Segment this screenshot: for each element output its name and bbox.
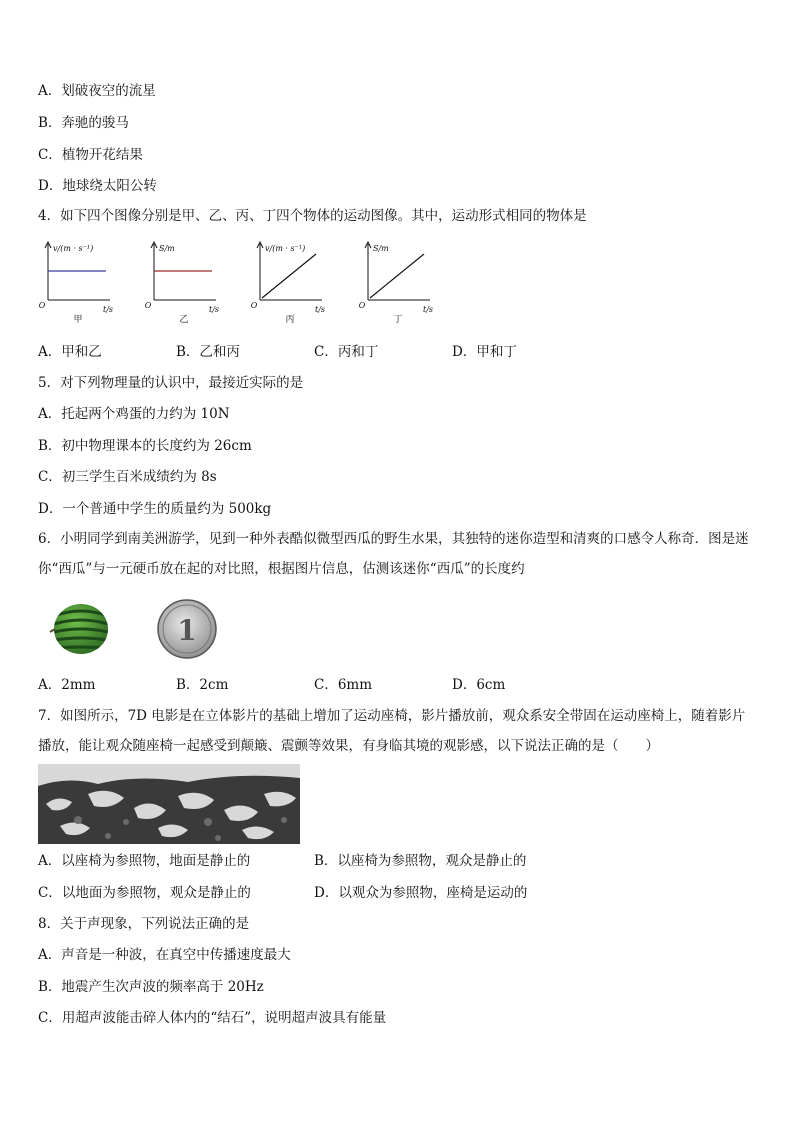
q6-option-a: A．2mm — [38, 677, 96, 693]
graph-caption: 甲 — [73, 315, 83, 325]
x-axis-label: t/s — [422, 305, 434, 314]
origin-label: O — [144, 301, 152, 310]
origin-label: O — [358, 301, 366, 310]
y-axis-label: v/(m · s⁻¹) — [265, 244, 306, 253]
q7-option-b: B．以座椅为参照物，观众是静止的 — [314, 853, 527, 869]
x-axis-label: t/s — [208, 305, 220, 314]
y-axis-label: S/m — [159, 244, 175, 253]
q3-option-d: D．地球绕太阳公转 — [38, 178, 157, 194]
coin-digit: 1 — [177, 614, 197, 647]
y-axis-label: v/(m · s⁻¹) — [53, 244, 94, 253]
q7-stem: 7．如图所示，7D 电影是在立体影片的基础上增加了运动座椅，影片播放前，观众系安全带固在运动座椅上，随着影片播放，能让观众随座椅一起感受到颠簸、震颤等效果，有身临其境的观影感，以下说法正确的是（ ） — [38, 708, 746, 754]
q4-option-b: B．乙和丙 — [176, 344, 240, 360]
q7-option-a: A．以座椅为参照物，地面是静止的 — [38, 853, 251, 869]
x-axis-label: t/s — [314, 305, 326, 314]
x-axis-label: t/s — [102, 305, 114, 314]
motion-graph-2 — [142, 238, 232, 328]
q3-option-a: A．划破夜空的流星 — [38, 83, 156, 99]
q4-option-c: C．丙和丁 — [314, 344, 379, 360]
q4-option-d: D．甲和丁 — [452, 344, 517, 360]
q6-option-d: D．6cm — [452, 677, 506, 693]
7d-cinema-photo — [38, 764, 300, 844]
q6-stem: 6．小明同学到南美洲游学，见到一种外表酷似微型西瓜的野生水果，其独特的迷你造型和清爽的口感令人称奇．图是迷你“西瓜”与一元硬币放在起的对比照，根据图片信息，估测该迷你“西瓜”的长度约 — [38, 531, 749, 577]
q3-option-b: B．奔驰的骏马 — [38, 115, 129, 131]
q7-option-d: D．以观众为参照物，座椅是运动的 — [314, 885, 528, 901]
plot-line — [370, 254, 424, 298]
graph-caption: 丙 — [285, 315, 295, 325]
q8-stem: 8．关于声现象，下列说法正确的是 — [38, 916, 250, 932]
watermelon-photo — [44, 598, 114, 660]
q5-stem: 5．对下列物理量的认识中，最接近实际的是 — [38, 375, 304, 391]
origin-label: O — [250, 301, 258, 310]
q5-option-a: A．托起两个鸡蛋的力约为 10N — [38, 406, 230, 422]
q3-option-c: C．植物开花结果 — [38, 147, 143, 163]
motion-graph-1 — [36, 238, 126, 328]
graph-caption: 丁 — [393, 315, 403, 325]
q8-option-c: C．用超声波能击碎人体内的“结石”，说明超声波具有能量 — [38, 1010, 387, 1026]
y-axis-label: S/m — [373, 244, 389, 253]
q4-stem: 4．如下四个图像分别是甲、乙、丙、丁四个物体的运动图像。其中，运动形式相同的物体是 — [38, 208, 587, 224]
q8-option-a: A．声音是一种波，在真空中传播速度最大 — [38, 947, 291, 963]
graph-caption: 乙 — [179, 315, 189, 325]
one-yuan-coin-photo — [156, 598, 218, 660]
q6-option-c: C．6mm — [314, 677, 373, 693]
plot-line — [262, 254, 316, 298]
q7-option-c: C．以地面为参照物，观众是静止的 — [38, 885, 251, 901]
q6-option-b: B．2cm — [176, 677, 229, 693]
motion-graph-4 — [356, 238, 446, 328]
q8-option-b: B．地震产生次声波的频率高于 20Hz — [38, 979, 264, 995]
motion-graph-3 — [248, 238, 338, 328]
q5-option-c: C．初三学生百米成绩约为 8s — [38, 469, 217, 485]
q5-option-b: B．初中物理课本的长度约为 26cm — [38, 438, 252, 454]
q4-option-a: A．甲和乙 — [38, 344, 102, 360]
q5-option-d: D．一个普通中学生的质量约为 500kg — [38, 501, 272, 517]
origin-label: O — [38, 301, 46, 310]
